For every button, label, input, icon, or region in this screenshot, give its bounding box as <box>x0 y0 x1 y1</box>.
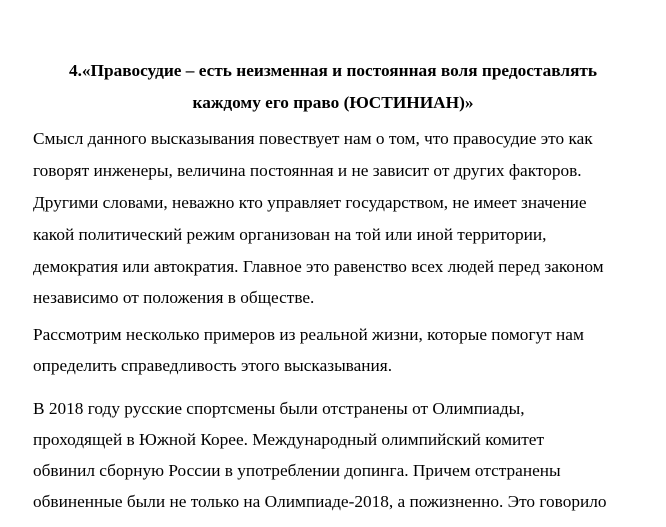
paragraph-line: говорят инженеры, величина постоянная и не зависит от других факторов. <box>33 161 582 180</box>
document-title-line-1: 4.«Правосудие – есть неизменная и постоянная воля предоставлять <box>68 61 598 80</box>
paragraph-line: Другими словами, неважно кто управляет государством, не имеет значение <box>33 193 587 212</box>
paragraph-line: Рассмотрим несколько примеров из реальной жизни, которые помогут нам <box>33 325 584 344</box>
paragraph-line: обвиненные были не только на Олимпиаде-2018, а пожизненно. Это говорило <box>33 492 607 511</box>
paragraph-line: независимо от положения в обществе. <box>33 288 315 307</box>
paragraph-line: В 2018 году русские спортсмены были отстранены от Олимпиады, <box>33 399 525 418</box>
paragraph-line: обвинил сборную России в употреблении допинга. Причем отстранены <box>33 461 561 480</box>
paragraph-line: Смысл данного высказывания повествует нам о том, что правосудие это как <box>33 129 593 148</box>
paragraph-line: определить справедливость этого высказывания. <box>33 356 393 375</box>
document-title-line-2: каждому его право (ЮСТИНИАН)» <box>192 93 474 112</box>
paragraph-line: демократия или автократия. Главное это равенство всех людей перед законом <box>33 257 604 276</box>
paragraph-line: проходящей в Южной Корее. Международный олимпийский комитет <box>33 430 545 449</box>
paragraph-line: какой политический режим организован на той или иной территории, <box>33 225 547 244</box>
